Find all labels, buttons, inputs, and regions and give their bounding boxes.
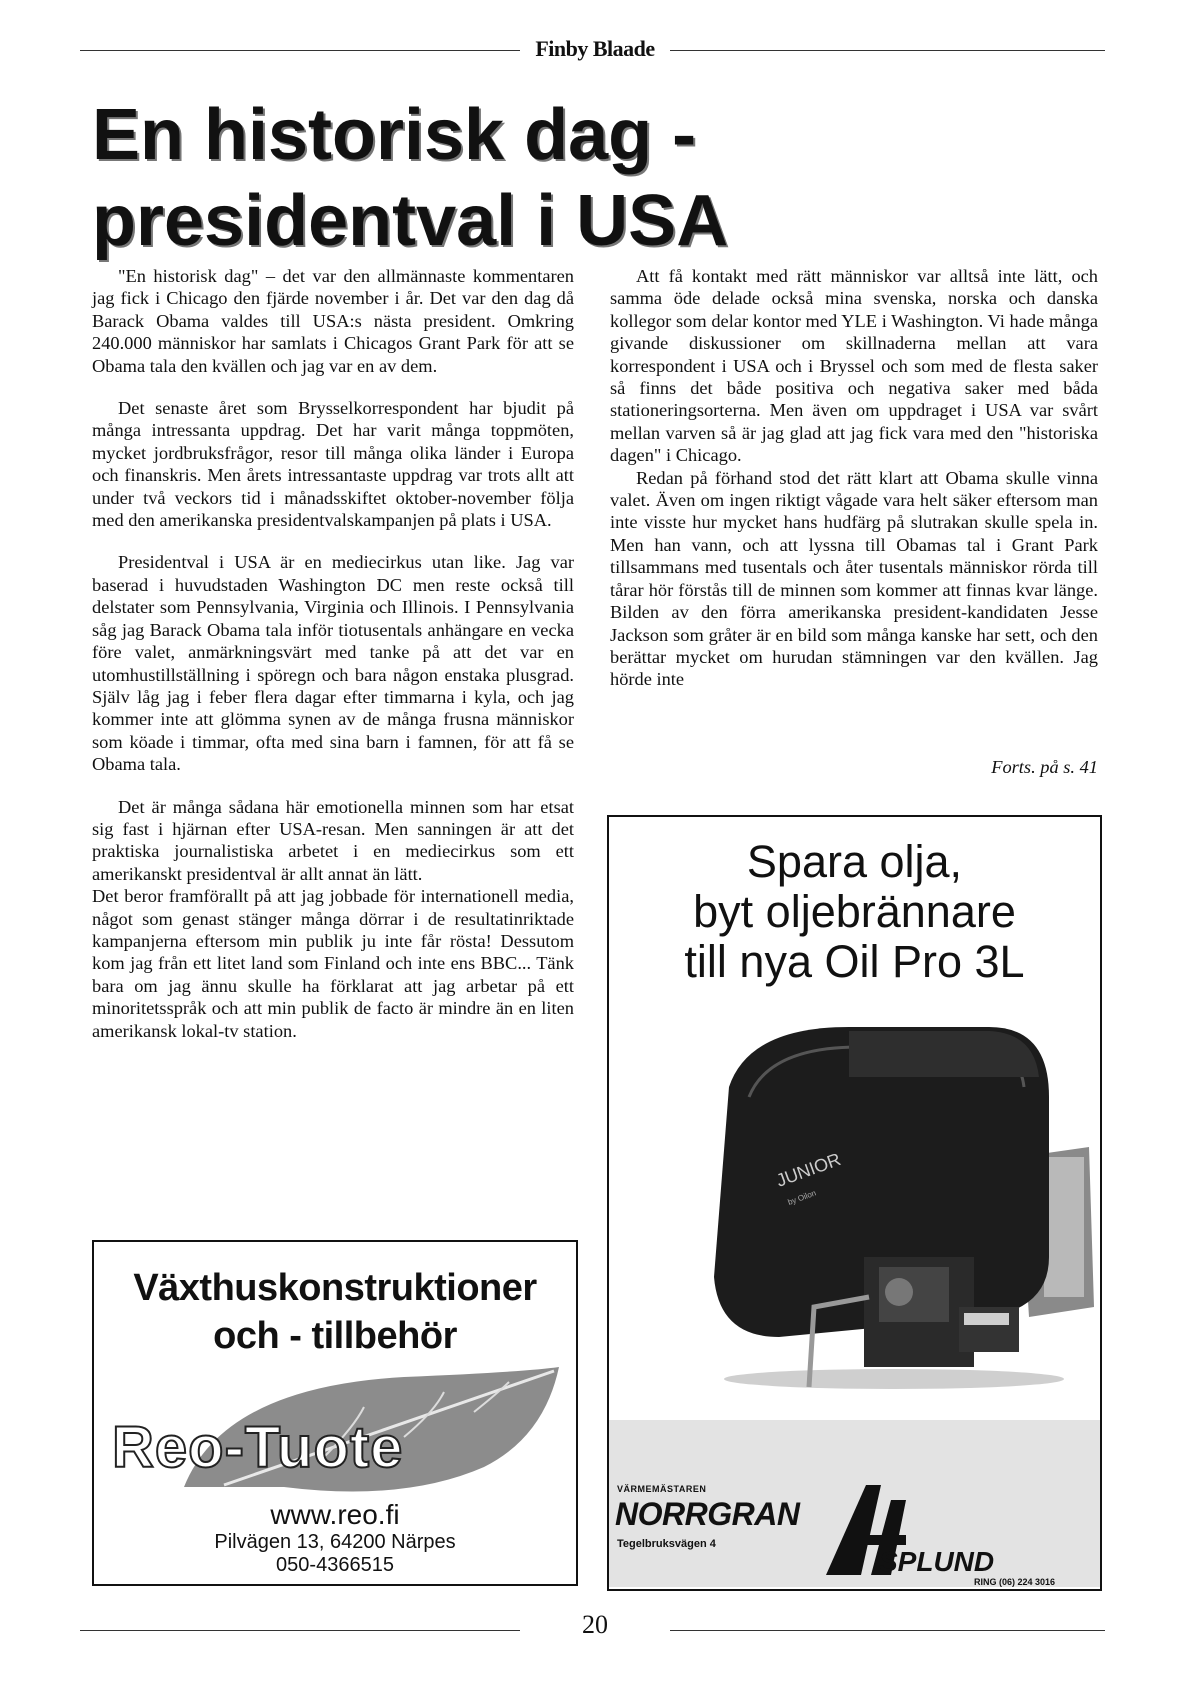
reo-phone: 050-4366515 xyxy=(276,1554,394,1576)
continued-note: Forts. på s. 41 xyxy=(991,757,1098,777)
article-paragraph: Det beror framförallt på att jag jobbade för internationell media, något som genast stänger många dörrar i de resultatinriktade kampanjerna eftersom min publik ju inte får rösta! Dessutom kom jag från ett litet land som Finland och inte ens BBC... Tänk bara om jag ännu skulle ha förklarat att jag arbetar på ett minoritetsspråk och att min publik de facto är mindre än en liten amerikansk lokal-tv station. xyxy=(92,886,574,1041)
headline-line-2: presidentval i USA xyxy=(92,181,729,261)
article-column-left xyxy=(92,265,574,1042)
sponsor-strip xyxy=(609,1420,1100,1587)
headline-line-1: En historisk dag - xyxy=(92,95,697,175)
publication-title: Finby Blaade xyxy=(535,36,655,61)
reo-ad-line-2: och - tillbehör xyxy=(213,1315,457,1357)
reo-address: Pilvägen 13, 64200 Närpes xyxy=(214,1531,456,1553)
article-paragraph: Att få kontakt med rätt människor var alltså inte lätt, och samma öde delade också mina svenska, norska och danska kollegor som delar kontor med YLE i Washington. Vi hade många givande diskussioner om skillnaderna mellan att vara korrespondent i USA och i Bryssel och som med de flesta saker så finns det både positiva och negativa saker med båda stationeringsorterna. Men även om uppdraget i USA var svårt mellan varven så är jag glad att jag fick vara med den "historiska dagen" i Chicago. xyxy=(610,266,1098,466)
reo-tuote-logo xyxy=(104,1367,569,1497)
sponsor-address: Tegelbruksvägen 4 xyxy=(617,1538,716,1550)
sponsor2-name: SPLUND xyxy=(879,1546,995,1577)
sponsor-small-label: VÄRMEMÄSTAREN xyxy=(617,1484,707,1494)
reo-ad-headline xyxy=(94,1264,576,1360)
burner-brand-sublabel: by Oilon xyxy=(786,1188,818,1207)
reo-tuote-advertisement xyxy=(92,1240,578,1586)
article-headline xyxy=(92,92,832,264)
header-rule-left xyxy=(80,50,520,51)
footer-rule-left xyxy=(80,1630,520,1631)
article-paragraph: Det är många sådana här emotionella minnen som har etsat sig fast i hjärnan efter USA-resan. Men sanningen är att det praktiska journalistiska arbetet i en mediecirkus som ett amerikanskt presidentval är allt annat än lätt. xyxy=(92,796,574,884)
sponsor2-phone: RING (06) 224 3016 xyxy=(974,1577,1056,1587)
article-paragraph: "En historisk dag" – det var den allmännaste kommentaren jag fick i Chicago den fjärde november i år. Det var den dag då Barack Obama valdes till USA:s nästa president. Omkring 240.000 människor har samlats i Chicagos Grant Park för att se Obama tala den kvällen och jag var en av dem. xyxy=(92,266,574,376)
article-paragraph: Presidentval i USA är en mediecirkus utan like. Jag var baserad i huvudstaden Washington DC men reste också till delstater som Pennsylvania, Virginia och Illinois. I Pennsylvania såg jag Barack Obama tala inför tiotusentals anhängare en vecka före valet, anmärkningsvärt med tanke på att det var en utomhustillställning i spöregn och bara någon enstaka plusgrad. Själv låg jag i feber flera dagar efter timmarna i kyla, och jag kommer inte att glömma synen av de många frusna människor som köade i timmar, ofta med sina barn i famnen, för att få se Obama tala. xyxy=(92,552,574,775)
oil-ad-headline xyxy=(609,837,1100,987)
reo-ad-line-1: Växthuskonstruktioner xyxy=(133,1267,537,1309)
oil-ad-line-2: byt oljebrännare xyxy=(693,886,1016,937)
article-paragraph: Det senaste året som Brysselkorrespondent har bjudit på många intressanta uppdrag. Det har varit många toppmöten, mycket jordbruksfrågor, resor till många olika länder i Europa och finanskris. Men årets intressantaste uppdrag var trots allt att under två veckors tid i månadsskiftet oktober-november följa med den amerikanska presidentvalskampanjen på plats i USA. xyxy=(92,398,574,531)
footer-rule-right xyxy=(670,1630,1105,1631)
oil-ad-line-1: Spara olja, xyxy=(746,836,963,887)
oil-burner-advertisement xyxy=(607,815,1102,1591)
page-number: 20 xyxy=(582,1610,608,1639)
oil-ad-line-3: till nya Oil Pro 3L xyxy=(684,936,1025,987)
reo-website: www.reo.fi xyxy=(270,1499,400,1530)
oil-burner-image xyxy=(689,1007,1099,1397)
reo-logo-text: Reo-Tuote xyxy=(112,1415,404,1480)
article-paragraph: Redan på förhand stod det rätt klart att Obama skulle vinna valet. Även om ingen riktigt vågade vara helt säker eftersom man inte visste hur mycket hans hudfärg på slutrakan skulle spela in. Men han vann, och att lyssna till Obamas tal i Grant Park tillsammans med tusentals och åter tusentals människor rörda till tårar hör förstås till de minnen som kommer att finnas kvar länge. Bilden av den förra amerikanska president-kandidaten Jesse Jackson som gråter är en bild som många kanske har sett, och den berättar mycket om hurudan stämningen var den kvällen. Jag hörde inte xyxy=(610,467,1098,690)
burner-brand-label: JUNIOR xyxy=(773,1149,844,1191)
article-column-right xyxy=(610,265,1098,691)
sponsor-name: NORRGRAN xyxy=(615,1496,800,1532)
header-rule-right xyxy=(670,50,1105,51)
